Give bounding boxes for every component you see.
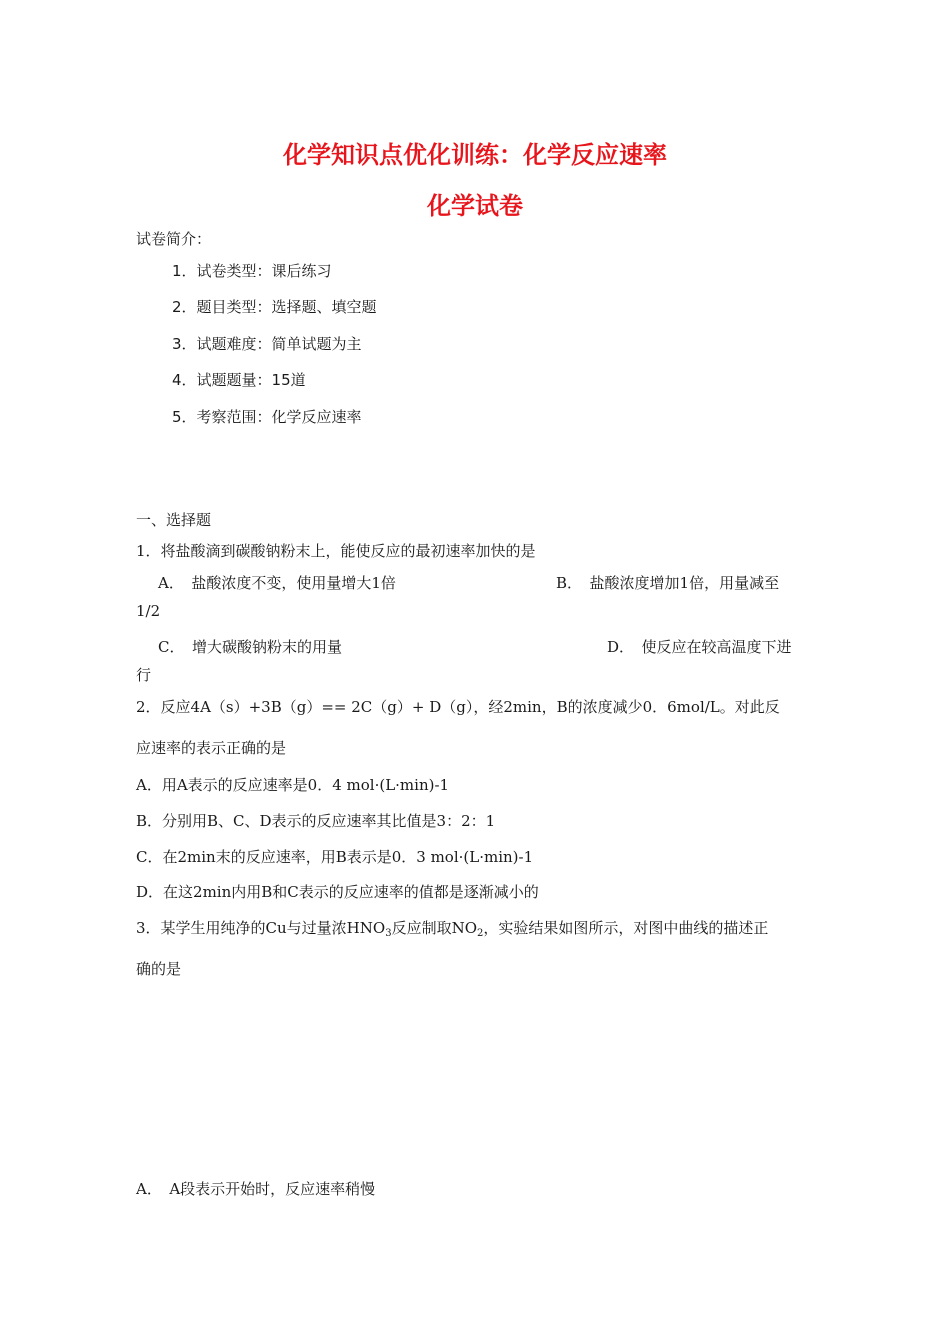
question-1-option-b-cont: 1/2 xyxy=(136,602,161,620)
question-3-stem-part: 3．某学生用纯净的Cu与过量浓HNO xyxy=(136,919,386,937)
intro-label: 试卷简介： xyxy=(136,230,212,248)
question-3-stem xyxy=(136,918,768,938)
question-1-option-d: D． 使反应在较高温度下进 xyxy=(607,638,792,656)
question-1-option-b: B． 盐酸浓度增加1倍，用量减至 xyxy=(556,574,780,592)
question-2-option-a: A．用A表示的反应速率是0．4 mol·(L·min)-1 xyxy=(136,776,450,794)
intro-item: 4．试题题量：15道 xyxy=(172,371,306,389)
question-3-stem-part: 反应制取NO xyxy=(391,919,477,937)
page-subtitle: 化学试卷 xyxy=(427,192,523,220)
intro-item: 3．试题难度：简单试题为主 xyxy=(172,335,362,353)
question-2-stem-cont: 应速率的表示正确的是 xyxy=(136,739,287,757)
question-2-stem: 2．反应4A（s）+3B（g）== 2C（g）+ D（g），经2min，B的浓度减少0．6mol/L。对此反 xyxy=(136,698,780,716)
subscript-2: 2 xyxy=(477,928,484,939)
intro-item: 5．考察范围：化学反应速率 xyxy=(172,408,362,426)
question-1-stem: 1．将盐酸滴到碳酸钠粉末上，能使反应的最初速率加快的是 xyxy=(136,542,536,560)
question-3-stem-cont: 确的是 xyxy=(136,960,182,978)
question-2-option-b: B．分别用B、C、D表示的反应速率其比值是3：2：1 xyxy=(136,812,496,830)
intro-item: 2．题目类型：选择题、填空题 xyxy=(172,298,377,316)
question-3-stem-part: ，实验结果如图所示，对图中曲线的描述正 xyxy=(483,919,769,937)
intro-item: 1．试卷类型：课后练习 xyxy=(172,262,332,280)
question-1-option-d-cont: 行 xyxy=(136,666,152,684)
subscript-3: 3 xyxy=(385,928,392,939)
section-heading: 一、选择题 xyxy=(136,511,212,529)
question-1-option-a: A． 盐酸浓度不变，使用量增大1倍 xyxy=(158,574,396,592)
question-1-option-c: C． 增大碳酸钠粉末的用量 xyxy=(158,638,342,656)
question-2-option-c: C．在2min末的反应速率，用B表示是0．3 mol·(L·min)-1 xyxy=(136,848,534,866)
page-title: 化学知识点优化训练：化学反应速率 xyxy=(283,141,667,169)
question-3-option-a: A． A段表示开始时，反应速率稍慢 xyxy=(136,1180,376,1198)
question-2-option-d: D．在这2min内用B和C表示的反应速率的值都是逐渐减小的 xyxy=(136,883,539,901)
